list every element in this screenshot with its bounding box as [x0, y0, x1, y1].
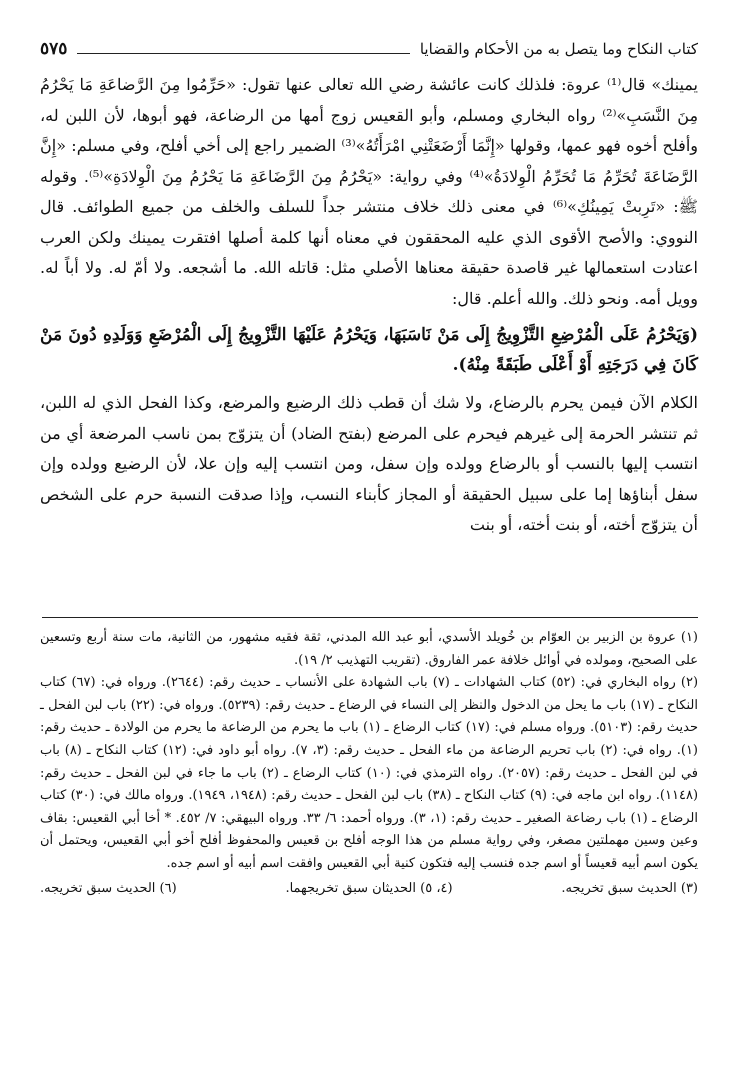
footnote-4-5: (٤، ٥) الحديثان سبق تخريجهما.	[285, 880, 453, 896]
paragraph-2: الكلام الآن فيمن يحرم بالرضاع، ولا شك أن قطب ذلك الرضيع والمرضع، وكذا الفحل الذي له اللبن، ثم تنتشر الحرمة إلى غيرهم فيحرم على المرضع (بفتح الضاد) أن يتزوّج بمن ناسب المرضعة أي من انتسب إليها بالنسب أو بالرضاع وولده وإن سفل، ومن انتسب إليه وإن علا، لأن الرضيع وولده وإن سفل أبناؤها إما على سبيل الحقيقة أو المجاز كأبناء النسب، وإذا صدقت النسبة حرم على الشخص أن يتزوّج أخته، أو بنت أخته، أو بنت	[40, 393, 698, 534]
footnote-1: (١) عروة بن الزبير بن العوّام بن خُويلد الأسدي، أبو عبد الله المدني، ثقة فقيه مشهور، من الثانية، مات سنة أربع وتسعين على الصحيح، ومولده في أوائل خلافة عمر الفاروق. (تقريب التهذيب ٢/ ١٩).	[40, 630, 698, 668]
running-header	[40, 36, 698, 62]
footnote-2: (٢) رواه البخاري في: (٥٢) كتاب الشهادات ـ (٧) باب الشهادة على الأنساب ـ حديث رقم: (٢٦٤٤). ورواه في: (٦٧) كتاب النكاح ـ (١٧) باب ما يحل من الدخول والنظر إلى النساء في الرضاع ـ حديث رقم: (٥٢٣٩). ورواه في: (٢٢) باب لبن الفحل ـ حديث رقم: (٥١٠٣). ورواه مسلم في: (١٧) كتاب الرضاع ـ (١) باب ما يحرم من الرضاعة ما يحرم من الولادة ـ حديث رقم: (١). رواه في: (٢) باب تحريم الرضاعة من ماء الفحل ـ حديث رقم: (٣، ٧). رواه أبو داود في: (١٢) كتاب النكاح ـ (٨) باب في لبن الفحل ـ حديث رقم: (٢٠٥٧). رواه الترمذي في: (١٠) كتاب الرضاع ـ (٢) باب ما جاء في لبن الفحل ـ حديث رقم: (١١٤٨). رواه ابن ماجه في: (٩) كتاب النكاح ـ (٣٨) باب لبن الفحل ـ حديث رقم: (١٩٤٨، ١٩٤٩). ورواه مالك في: (٣٠) كتاب الرضاع ـ (١) باب رضاعة الصغير ـ حديث رقم: (١، ٣). ورواه أحمد: ٦/ ٣٣. ورواه البيهقي: ٧/ ٤٥٢. * أخا أبي القعيس: بقاف وعين وسين مهملتين مصغر، وفي رواية مسلم من هذا الوجه أفلح بن قعيس والمحفوظ أفلح أخو أبي القعيس، ويحتمل أن يكون اسم أبيه قعيساً أو اسم جده فنسب إليه فتكون كنية أبي القعيس وافقت اسم أبيه أو اسم جده.	[40, 675, 699, 871]
footnote-6: (٦) الحديث سبق تخريجه.	[40, 880, 177, 896]
main-text	[40, 70, 698, 541]
header-title: كتاب النكاح وما يتصل به من الأحكام والقضايا	[419, 40, 698, 58]
footnote-separator	[42, 617, 698, 618]
footnote-3: (٣) الحديث سبق تخريجه.	[561, 880, 698, 896]
paragraph-1: يمينك» قال⁽¹⁾ عروة: فلذلك كانت عائشة رضي الله تعالى عنها تقول: «حَرِّمُوا مِنَ الرَّضاعَةِ مَا يَحْرُمُ مِنَ النَّسَبِ»⁽²⁾ رواه البخاري ومسلم، وأبو القعيس زوج أمها من الرضاعة، فهو أبوها، لأن اللبن له، وأفلح أخوه فهو عمها، وقولها «إِنَّمَا أَرْضَعَتْنِي امْرَأَتُهُ»⁽³⁾ الضمير راجع إلى أخي أفلح، وفي مسلم: «إِنَّ الرَّضَاعَةَ تُحَرِّمُ مَا تُحَرِّمُ الْوِلادَةُ»⁽⁴⁾ وفي رواية: «يَحْرُمُ مِنَ الرَّضَاعَةِ مَا يَحْرُمُ مِنَ الْوِلادَةِ»⁽⁵⁾. وقوله ﷺ: «تَرِبتْ يَمِينُكِ»⁽⁶⁾ في معنى ذلك خلاف منتشر جداً للسلف والخلف من جميع الطوائف. قال النووي: والأصح الأقوى الذي عليه المحققون في معناه أنها كلمة أصلها افتقرت يمينك ولكن العرب اعتادت استعمالها غير قاصدة حقيقة معناها الأصلي مثل: قاتله الله. ما أشجعه. ولا أمّ له. ولا أباً له. وويل أمه. ونحو ذلك. والله أعلم. قال:	[40, 75, 699, 308]
footnote-last-line	[40, 878, 698, 901]
page-number: ٥٧٥	[40, 39, 68, 59]
footnotes	[40, 627, 698, 900]
matn-text: (وَيَحْرُمُ عَلَى الْمُرْضِعِ التَّزْوِيجُ إِلَى مَنْ نَاسَبَهَا، وَيَحْرُمُ عَلَيْهَا التَّزْوِيجُ إِلَى الْمُرْضَعِ وَوَلَدِهِ دُونَ مَنْ كَانَ فِي دَرَجَتِهِ أَوْ أَعْلَى طَبَقَةً مِنْهُ).	[40, 325, 698, 375]
header-rule	[77, 53, 409, 54]
